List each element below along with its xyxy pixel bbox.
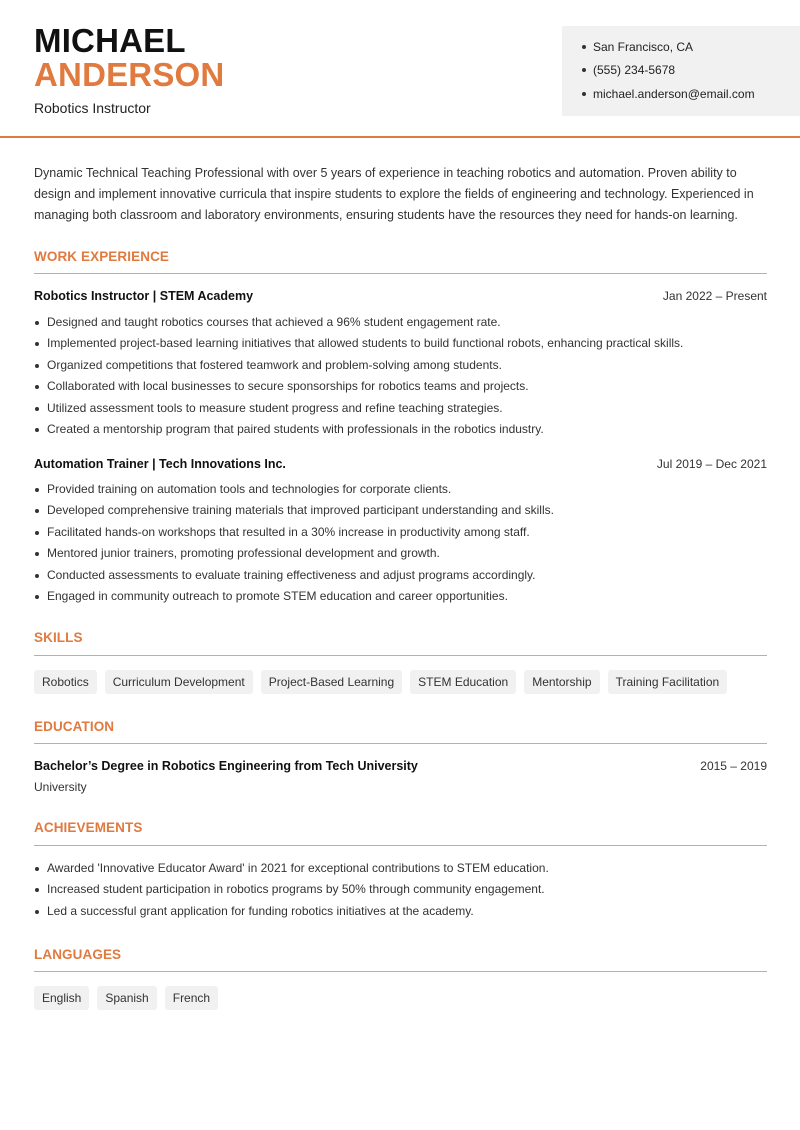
skill-tag: Robotics xyxy=(34,670,97,694)
list-item: Utilized assessment tools to measure student progress and refine teaching strategies. xyxy=(34,398,774,419)
education-header xyxy=(34,759,767,773)
language-tag: French xyxy=(165,986,218,1010)
list-item: Led a successful grant application for funding robotics initiatives at the academy. xyxy=(34,901,774,922)
education-heading: EDUCATION xyxy=(34,719,115,734)
resume-header xyxy=(0,0,800,138)
bullet-icon xyxy=(582,45,586,49)
skill-tag: STEM Education xyxy=(410,670,516,694)
job-bullets xyxy=(34,479,774,607)
list-item: Collaborated with local businesses to secure sponsorships for robotics teams and projects. xyxy=(34,376,774,397)
job-header xyxy=(34,457,767,471)
contact-email-text[interactable]: michael.anderson@email.com xyxy=(593,87,755,101)
education-dates: 2015 – 2019 xyxy=(700,759,767,773)
last-name: ANDERSON xyxy=(34,56,225,93)
list-item: Increased student participation in robotics programs by 50% through community engagement. xyxy=(34,879,774,900)
job-title: Robotics Instructor xyxy=(34,100,151,116)
degree-title: Bachelor’s Degree in Robotics Engineering from Tech University xyxy=(34,759,418,773)
language-tag: Spanish xyxy=(97,986,156,1010)
section-divider xyxy=(34,655,767,656)
achievements-list xyxy=(34,858,774,922)
first-name: MICHAEL xyxy=(34,22,186,59)
skill-tag: Curriculum Development xyxy=(105,670,253,694)
work-experience-heading: WORK EXPERIENCE xyxy=(34,249,170,264)
job-header xyxy=(34,289,767,303)
section-divider xyxy=(34,845,767,846)
skill-tag: Training Facilitation xyxy=(608,670,728,694)
languages-heading: LANGUAGES xyxy=(34,947,122,962)
summary-paragraph: Dynamic Technical Teaching Professional with over 5 years of experience in teaching robotics and automation. Proven ability to design and implement innovative curricula that inspire students to explore the fields of engineering and technology. Experienced in managing both classroom and laboratory environments, ensuring students have the resources they need for hands-on learning. xyxy=(34,166,754,222)
contact-email[interactable] xyxy=(582,87,755,101)
list-item: Mentored junior trainers, promoting professional development and growth. xyxy=(34,543,774,564)
job-dates: Jul 2019 – Dec 2021 xyxy=(656,457,767,471)
contact-phone xyxy=(582,63,675,77)
section-divider xyxy=(34,743,767,744)
contact-location xyxy=(582,40,693,54)
list-item: Organized competitions that fostered teamwork and problem-solving among students. xyxy=(34,355,774,376)
language-tags xyxy=(34,986,218,1010)
language-tag: English xyxy=(34,986,89,1010)
bullet-icon xyxy=(582,68,586,72)
job-role: Robotics Instructor | STEM Academy xyxy=(34,289,254,303)
list-item: Provided training on automation tools and technologies for corporate clients. xyxy=(34,479,774,500)
contact-box xyxy=(562,26,800,116)
list-item: Designed and taught robotics courses that achieved a 96% student engagement rate. xyxy=(34,312,774,333)
skills-tags xyxy=(34,670,727,694)
contact-phone-text: (555) 234-5678 xyxy=(593,63,676,77)
section-divider xyxy=(34,273,767,274)
list-item: Developed comprehensive training materials that improved participant understanding and skills. xyxy=(34,500,774,521)
contact-location-text: San Francisco, CA xyxy=(593,40,694,54)
skill-tag: Mentorship xyxy=(524,670,599,694)
achievements-heading: ACHIEVEMENTS xyxy=(34,820,143,835)
job-role: Automation Trainer | Tech Innovations Inc. xyxy=(34,457,286,471)
list-item: Implemented project-based learning initiatives that allowed students to build functional robots, enhancing practical skills. xyxy=(34,333,774,354)
list-item: Awarded 'Innovative Educator Award' in 2021 for exceptional contributions to STEM education. xyxy=(34,858,774,879)
skills-heading: SKILLS xyxy=(34,630,83,645)
list-item: Conducted assessments to evaluate training effectiveness and adjust programs accordingly. xyxy=(34,565,774,586)
job-bullets xyxy=(34,312,774,440)
bullet-icon xyxy=(582,92,586,96)
list-item: Created a mentorship program that paired students with professionals in the robotics industry. xyxy=(34,419,774,440)
list-item: Engaged in community outreach to promote STEM education and career opportunities. xyxy=(34,586,774,607)
job-dates: Jan 2022 – Present xyxy=(662,289,767,303)
skill-tag: Project-Based Learning xyxy=(261,670,402,694)
education-institution: University xyxy=(34,780,87,794)
list-item: Facilitated hands-on workshops that resulted in a 30% increase in productivity among staff. xyxy=(34,522,774,543)
section-divider xyxy=(34,971,767,972)
